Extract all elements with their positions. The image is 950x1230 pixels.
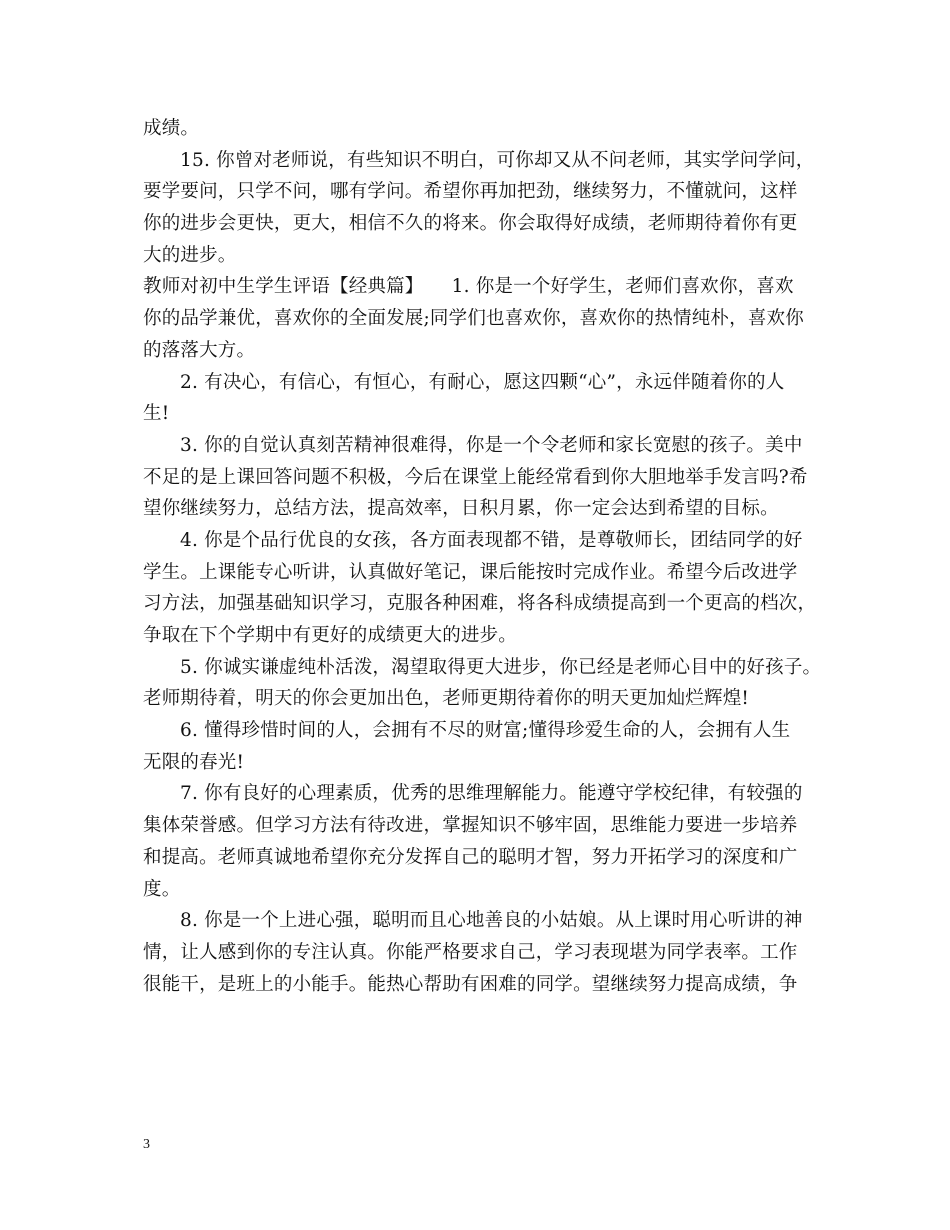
text-line: 的落落大方。 [143,339,256,361]
text-line: 生! [143,403,170,425]
body-text [143,113,823,1000]
text-line: 很能干，是班上的小能手。能热心帮助有困难的同学。望继续努力提高成绩，争 [143,973,798,995]
text-line: 习方法，加强基础知识学习，克服各种困难，将各科成绩提高到一个更高的档次， [143,593,817,615]
text-line: 要学要问，只学不问，哪有学问。希望你再加把劲，继续努力，不懂就问，这样 [143,181,798,203]
text-line: 4. 你是个品行优良的女孩，各方面表现都不错，是尊敬师长，团结同学的好 [180,529,803,551]
text-line: 老师期待着，明天的你会更加出色，老师更期待着你的明天更加灿烂辉煌! [143,688,750,710]
text-line: 5. 你诚实谦虚纯朴活泼，渴望取得更大进步，你已经是老师心目中的好孩子。 [180,656,822,678]
text-line: 学生。上课能专心听讲，认真做好笔记，课后能按时完成作业。希望今后改进学 [143,561,798,583]
text-line: 情，让人感到你的专注认真。你能严格要求自己，学习表现堪为同学表率。工作 [143,941,798,963]
text-line: 6. 懂得珍惜时间的人，会拥有不尽的财富;懂得珍爱生命的人，会拥有人生 [180,720,791,742]
text-line: 无限的春光! [143,751,245,773]
text-line: 不足的是上课回答问题不积极，今后在课堂上能经常看到你大胆地举手发言吗?希 [143,466,808,488]
text-line: 7. 你有良好的心理素质，优秀的思维理解能力。能遵守学校纪律，有较强的 [180,783,803,805]
text-line: 3. 你的自觉认真刻苦精神很难得，你是一个令老师和家长宽慰的孩子。美中 [180,434,803,456]
text-line: 成绩。 [143,118,200,139]
text-line: 8. 你是一个上进心强，聪明而且心地善良的小姑娘。从上课时用心听讲的神 [180,910,803,932]
text-line: 争取在下个学期中有更好的成绩更大的进步。 [143,625,518,646]
text-line: 你的品学兼优，喜欢你的全面发展;同学们也喜欢你，喜欢你的热情纯朴，喜欢你 [143,308,804,330]
text-line: 和提高。老师真诚地希望你充分发挥自己的聪明才智，努力开拓学习的深度和广 [143,846,798,868]
text-line: 集体荣誉感。但学习方法有待改进，掌握知识不够牢固，思维能力要进一步培养 [143,815,798,837]
text-line: 大的进步。 [143,244,237,266]
section-heading-line: 教师对初中生学生评语【经典篇】 1. 你是一个好学生，老师们喜欢你，喜欢 [143,276,794,298]
text-line: 15. 你曾对老师说，有些知识不明白，可你却又从不问老师，其实学问学问， [180,149,815,171]
text-line: 你的进步会更快，更大，相信不久的将来。你会取得好成绩，老师期待着你有更 [143,213,798,235]
text-line: 望你继续努力，总结方法，提高效率，日积月累，你一定会达到希望的目标。 [143,498,779,520]
text-line: 2. 有决心，有信心，有恒心，有耐心，愿这四颗“心”，永远伴随着你的人 [180,371,785,393]
page-number: 3 [143,1137,150,1152]
text-line: 度。 [143,878,181,900]
